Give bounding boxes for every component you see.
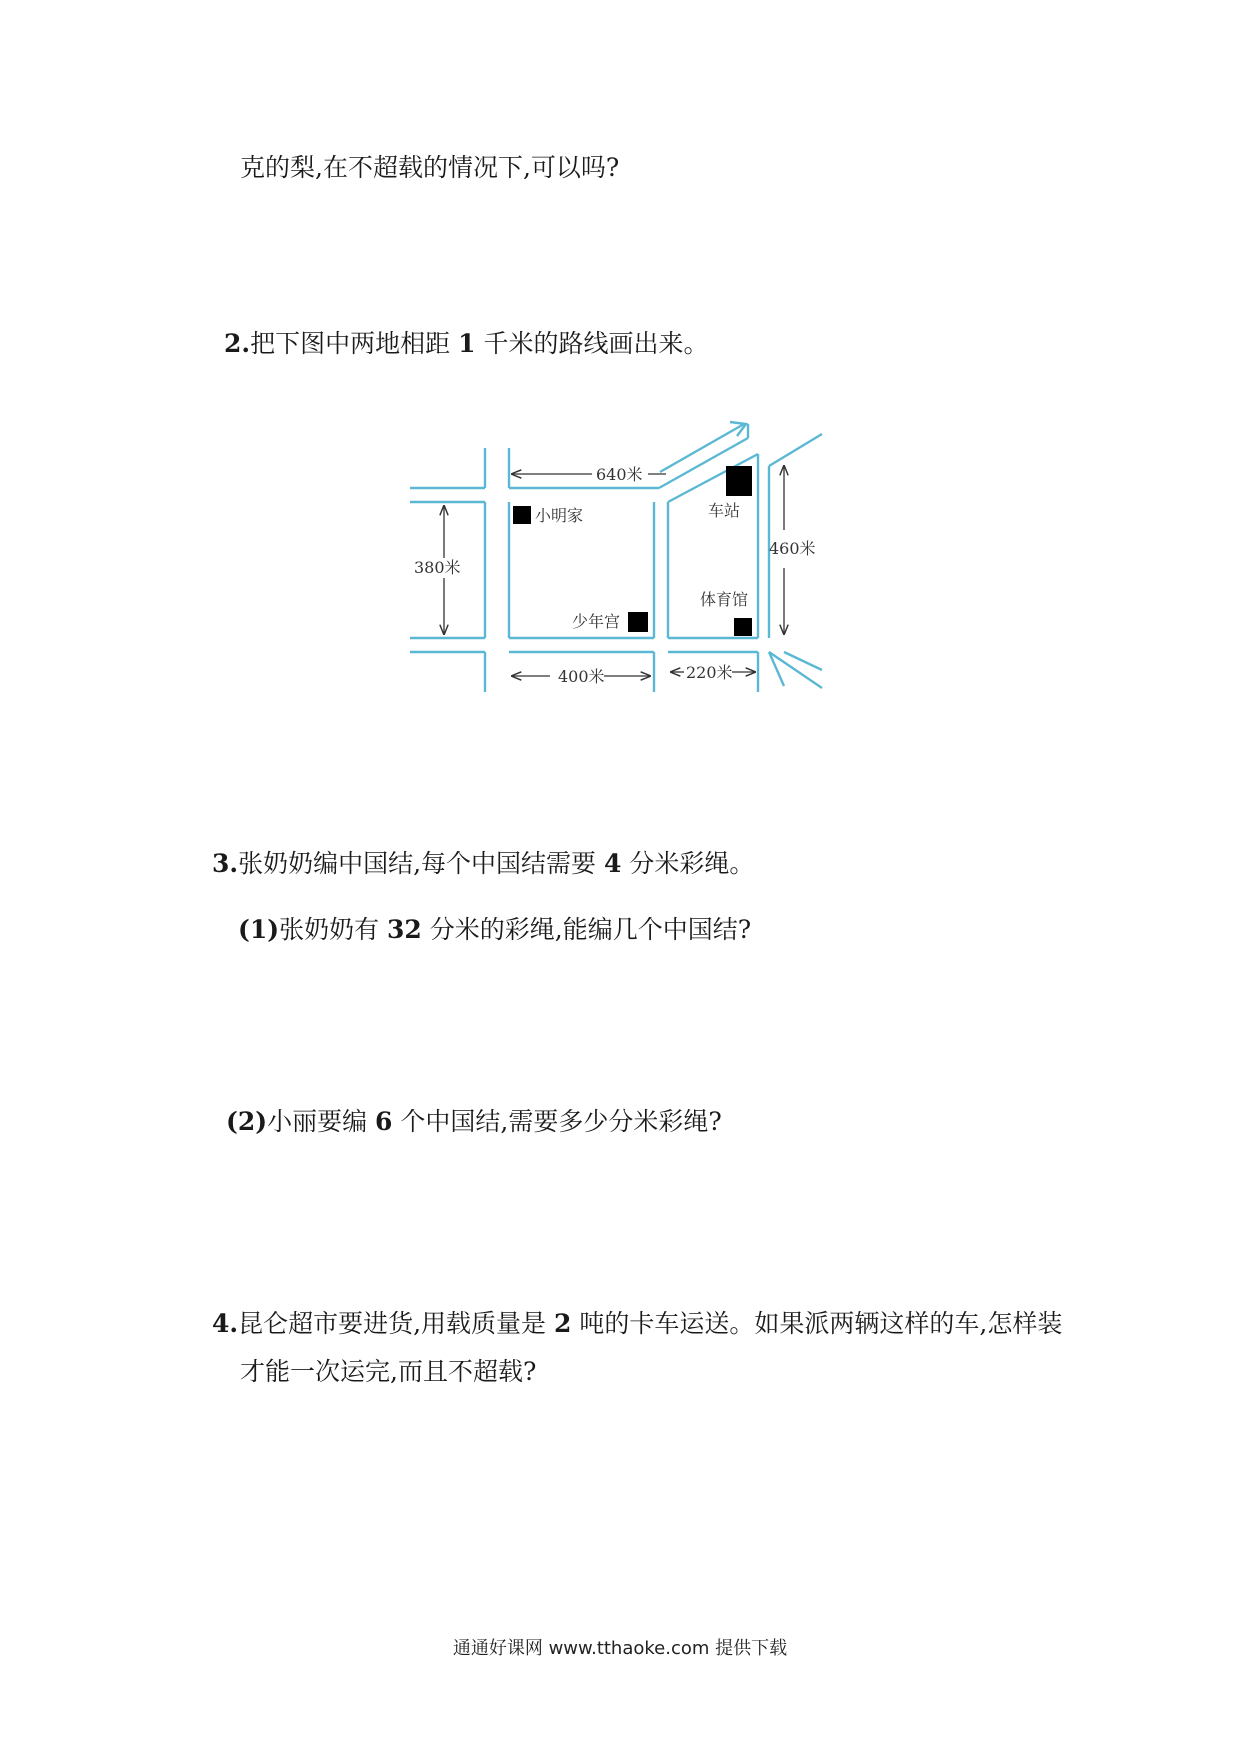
question-4-line-2 (240, 1356, 536, 1388)
question-4 (212, 1308, 1062, 1340)
question-text: 千米的路线画出来。 (483, 329, 709, 358)
route-map (400, 408, 840, 700)
sub-question-text: 分米的彩绳,能编几个中国结? (429, 915, 752, 944)
dim-380-label: 380米 (414, 558, 461, 577)
question-value: 1 (458, 329, 476, 358)
question-number: 2. (224, 329, 251, 358)
sub-question-label: (2) (226, 1107, 268, 1136)
sub-question-label: (1) (238, 915, 280, 944)
question-value: 2 (554, 1309, 572, 1338)
sub-question-text: 张奶奶有 (279, 915, 380, 944)
sub-question-text: 小丽要编 (267, 1107, 368, 1136)
sub-question-value: 32 (387, 915, 422, 944)
route-arrow-head (730, 422, 746, 436)
palace-label: 少年宫 (572, 612, 621, 631)
gym-marker (734, 618, 752, 636)
gym-label: 体育馆 (700, 590, 749, 609)
question-text: 张奶奶编中国结,每个中国结需要 (238, 849, 597, 878)
question-number: 4. (212, 1309, 239, 1338)
home-label: 小明家 (535, 506, 584, 525)
footer-credit: 通通好课网 www.tthaoke.com 提供下载 (452, 1638, 788, 1659)
question-2 (224, 328, 708, 360)
station-marker (726, 466, 752, 496)
home-marker (513, 506, 531, 524)
sub-question-value: 6 (375, 1107, 393, 1136)
question-value: 4 (604, 849, 622, 878)
question-3-part-1 (238, 914, 751, 946)
dim-220-label: 220米 (686, 663, 733, 682)
continued-line: 克的梨,在不超载的情况下,可以吗? (240, 153, 620, 182)
dim-400-label: 400米 (558, 667, 605, 686)
question-text: 把下图中两地相距 (250, 329, 451, 358)
dim-460-label: 460米 (769, 539, 816, 558)
sub-question-text: 个中国结,需要多少分米彩绳? (400, 1107, 722, 1136)
question-text: 分米彩绳。 (629, 849, 755, 878)
continued-question-text (240, 152, 619, 184)
question-number: 3. (212, 849, 239, 878)
station-label: 车站 (708, 501, 741, 520)
question-3-part-2 (226, 1106, 722, 1138)
question-text: 吨的卡车运送。如果派两辆这样的车,怎样装 (579, 1309, 1063, 1338)
palace-marker (628, 612, 648, 632)
question-text: 才能一次运完,而且不超载? (240, 1357, 537, 1386)
question-text: 昆仑超市要进货,用载质量是 (238, 1309, 547, 1338)
question-3 (212, 848, 754, 880)
dim-640-label: 640米 (596, 465, 643, 484)
